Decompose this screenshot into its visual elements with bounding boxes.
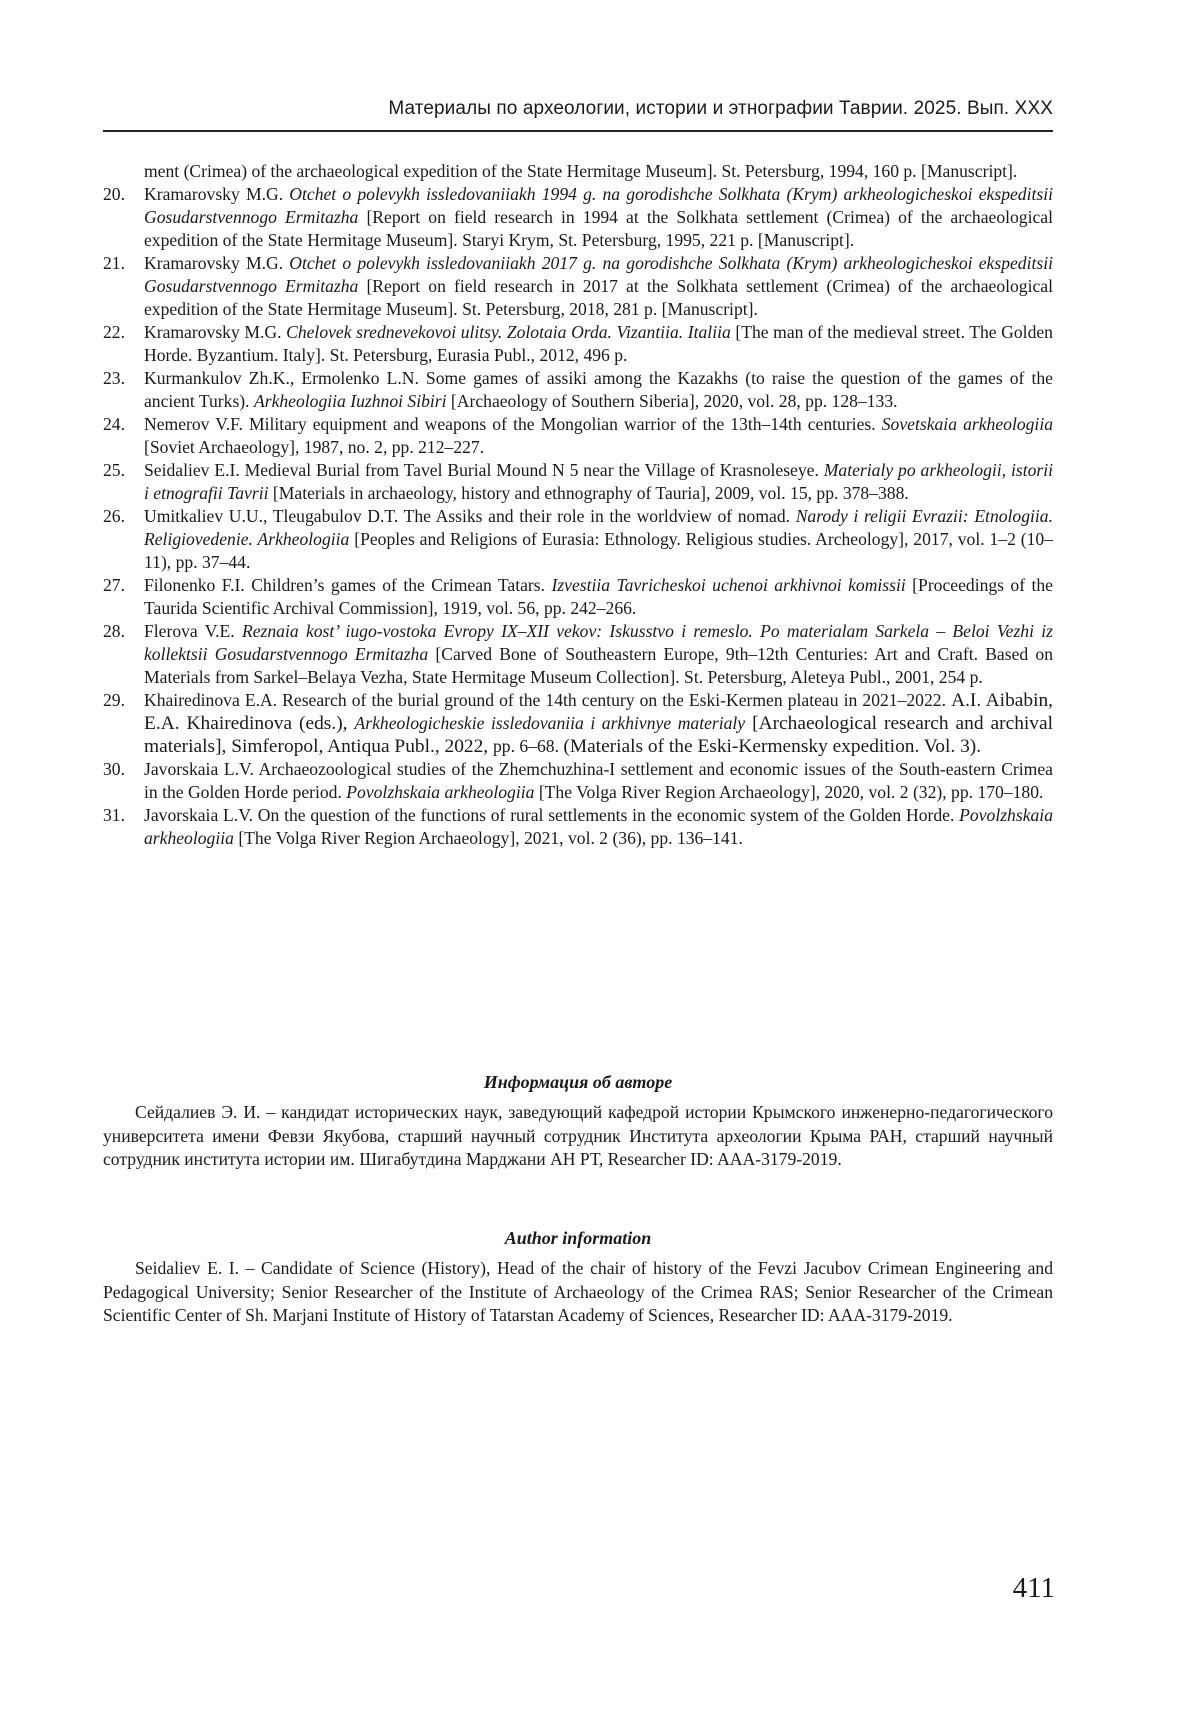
reference-text-segment: Kramarovsky M.G. bbox=[144, 184, 290, 204]
reference-item bbox=[103, 505, 1053, 574]
reference-text bbox=[144, 620, 1053, 689]
reference-item bbox=[103, 620, 1053, 689]
author-info-ru-text: Сейдалиев Э. И. – кандидат исторических наук, заведующий кафедрой истории Крымского инженерно-педагогического университета имени Февзи Якубова, старший научный сотрудник Института археологии Крыма РАН, старший научный сотрудник института истории им. Шигабутдина Марджани АН РТ, Researcher ID: AAA-3179-2019. bbox=[103, 1102, 1053, 1169]
reference-title-italic: Reznaia kost’ iugo-vostoka Evropy IX–XII vekov: Iskusstvo i remeslo. Po materialam Sarkela – Beloi Vezhi iz kollektsii Gosudarstvennogo Ermitazha bbox=[144, 621, 1054, 664]
reference-text-segment: Kurmankulov Zh.K., Ermolenko L.N. Some games of assiki among the Kazakhs (to raise the question of the games of the ancient Turks). bbox=[144, 368, 1053, 411]
reference-number: 25. bbox=[103, 460, 125, 480]
author-info-en-title: Author information bbox=[504, 1228, 652, 1248]
reference-title-italic: Materialy po arkheologii, istorii i etnografii Tavrii bbox=[144, 460, 1054, 503]
page-number: 411 bbox=[1012, 1572, 1055, 1604]
reference-item bbox=[103, 160, 1053, 183]
reference-item bbox=[103, 252, 1053, 321]
reference-item bbox=[103, 758, 1053, 804]
reference-number: 20. bbox=[103, 184, 125, 204]
reference-text-segment: Kramarovsky M.G. bbox=[144, 322, 287, 342]
reference-text-segment: [Materials in archaeology, history and ethnography of Tauria], 2009, vol. 15, pp. 378–388. bbox=[268, 483, 909, 503]
reference-text-segment: [The Volga River Region Archaeology], 2020, vol. 2 (32), pp. 170–180. bbox=[534, 782, 1044, 802]
reference-text-segment: [Peoples and Religions of Eurasia: Ethnology. Religious studies. Archeology], 2017, vol. 1–2 (10–11), pp. 37–44. bbox=[144, 529, 1053, 572]
reference-text bbox=[144, 413, 1053, 459]
reference-text-segment: A.I. Aibabin, E.A. Khairedinova (eds.), bbox=[144, 690, 1053, 734]
reference-number: 31. bbox=[103, 805, 125, 825]
reference-text-segment: [Proceedings of the Taurida Scientific Archival Commission], 1919, vol. 56, pp. 242–266. bbox=[144, 575, 1053, 618]
journal-running-header: Материалы по археологии, истории и этнографии Таврии. 2025. Вып. XXX bbox=[388, 98, 1053, 119]
reference-text-segment: [Report on field research in 2017 at the Solkhata settlement (Crimea) of the archaeological expedition of the State Hermitage Museum]. St. Petersburg, 2018, 281 p. [Manuscript]. bbox=[144, 276, 1053, 319]
reference-text-segment: ment (Crimea) of the archaeological expedition of the State Hermitage Museum]. St. Petersburg, 1994, 160 p. [Manuscript]. bbox=[144, 161, 1018, 181]
reference-text bbox=[144, 758, 1053, 804]
reference-number: 26. bbox=[103, 506, 125, 526]
reference-item bbox=[103, 689, 1053, 758]
reference-number: 27. bbox=[103, 575, 125, 595]
reference-text-segment: Nemerov V.F. Military equipment and weapons of the Mongolian warrior of the 13th–14th centuries. bbox=[144, 414, 882, 434]
reference-text-segment: Khairedinova E.A. Research of the burial ground of the 14th century on the Eski-Kermen plateau in 2021–2022. bbox=[144, 690, 952, 710]
reference-text bbox=[144, 459, 1053, 505]
reference-text-segment: pp. 6–68. bbox=[493, 736, 564, 756]
reference-text-segment: [Soviet Archaeology], 1987, no. 2, pp. 212–227. bbox=[144, 437, 485, 457]
reference-title-italic: Narody i religii Evrazii: Etnologiia. Religiovedenie. Arkheologiia bbox=[144, 506, 1053, 549]
reference-text-segment: Javorskaia L.V. On the question of the functions of rural settlements in the economic system of the Golden Horde. bbox=[144, 805, 960, 825]
reference-item bbox=[103, 804, 1053, 850]
reference-number: 28. bbox=[103, 621, 125, 641]
reference-text-segment: (Materials of the Eski-Kermensky expedition. Vol. 3). bbox=[563, 736, 982, 757]
reference-title-italic: Arkheologiia Iuzhnoi Sibiri bbox=[253, 391, 447, 411]
reference-text-segment: Seidaliev E.I. Medieval Burial from Tavel Burial Mound N 5 near the Village of Krasnoleseye. bbox=[144, 460, 824, 480]
reference-list bbox=[103, 160, 1053, 850]
reference-text-segment: Kramarovsky M.G. bbox=[144, 253, 290, 273]
reference-item bbox=[103, 183, 1053, 252]
reference-number: 29. bbox=[103, 690, 125, 710]
reference-text-segment: Umitkaliev U.U., Tleugabulov D.T. The Assiks and their role in the worldview of nomad. bbox=[144, 506, 796, 526]
reference-title-italic: Otchet o polevykh issledovaniiakh 1994 g. na gorodishche Solkhata (Krym) arkheologicheskoi ekspeditsii Gosudarstvennogo Ermitazha bbox=[144, 184, 1053, 227]
reference-text bbox=[144, 183, 1053, 252]
reference-text-segment: [Archaeology of Southern Siberia], 2020, vol. 28, pp. 128–133. bbox=[446, 391, 898, 411]
reference-text-segment: [Report on field research in 1994 at the Solkhata settlement (Crimea) of the archaeological expedition of the State Hermitage Museum]. Staryi Krym, St. Petersburg, 1995, 221 p. [Manuscript]. bbox=[144, 207, 1053, 250]
reference-text-segment: Javorskaia L.V. Archaeozoological studies of the Zhemchuzhina-I settlement and economic issues of the South-eastern Crimea in the Golden Horde period. bbox=[144, 759, 1053, 802]
reference-title-italic: Izvestiia Tavricheskoi uchenoi arkhivnoi komissii bbox=[551, 575, 906, 595]
reference-text-segment: Flerova V.E. bbox=[144, 621, 242, 641]
author-info-en-text: Seidaliev E. I. – Candidate of Science (History), Head of the chair of history of the Fevzi Jacubov Crimean Engineering and Pedagogical University; Senior Researcher of the Institute of Archaeology of the Crimea RAS; Senior Researcher of the Crimean Scientific Center of Sh. Marjani Institute of History of Tatarstan Academy of Sciences, Researcher ID: AAA-3179-2019. bbox=[103, 1258, 1053, 1325]
reference-text-segment: [The man of the medieval street. The Golden Horde. Byzantium. Italy]. St. Petersburg, Eurasia Publ., 2012, 496 p. bbox=[144, 322, 1053, 365]
author-info-ru-title: Информация об авторе bbox=[483, 1072, 673, 1092]
reference-number: 23. bbox=[103, 368, 125, 388]
reference-number: 21. bbox=[103, 253, 125, 273]
reference-item bbox=[103, 321, 1053, 367]
reference-item bbox=[103, 459, 1053, 505]
reference-title-italic: Otchet o polevykh issledovaniiakh 2017 g. na gorodishche Solkhata (Krym) arkheologicheskoi ekspeditsii Gosudarstvennogo Ermitazha bbox=[144, 253, 1053, 296]
reference-text bbox=[144, 804, 1053, 850]
reference-text-segment: [Carved Bone of Southeastern Europe, 9th–12th Centuries: Art and Craft. Based on Materials from Sarkel–Belaya Vezha, State Hermitage Museum Collection]. St. Petersburg, Aleteya Publ., 2001, 254 p. bbox=[144, 644, 1053, 687]
reference-text bbox=[144, 505, 1053, 574]
reference-item bbox=[103, 574, 1053, 620]
reference-text bbox=[144, 689, 1053, 758]
reference-text-segment: [Archaeological research and archival materials], Simferopol, Antiqua Publ., 2022, bbox=[144, 713, 1053, 757]
reference-title-italic: Sovetskaia arkheologiia bbox=[881, 414, 1054, 434]
reference-text-segment: Filonenko F.I. Children’s games of the Crimean Tatars. bbox=[144, 575, 552, 595]
reference-number: 24. bbox=[103, 414, 125, 434]
reference-title-italic: Povolzhskaia arkheologiia bbox=[346, 782, 535, 802]
reference-number: 30. bbox=[103, 759, 125, 779]
reference-text-segment: [The Volga River Region Archaeology], 2021, vol. 2 (36), pp. 136–141. bbox=[233, 828, 743, 848]
reference-text bbox=[144, 321, 1053, 367]
reference-title-italic: Arkheologicheskie issledovaniia i arkhivnye materialy bbox=[354, 713, 746, 733]
reference-text bbox=[144, 252, 1053, 321]
reference-item bbox=[103, 413, 1053, 459]
reference-number: 22. bbox=[103, 322, 125, 342]
reference-item bbox=[103, 367, 1053, 413]
header-rule bbox=[103, 130, 1053, 132]
reference-title-italic: Povolzhskaia arkheologiia bbox=[144, 805, 1053, 848]
reference-text bbox=[144, 574, 1053, 620]
reference-title-italic: Chelovek srednevekovoi ulitsy. Zolotaia Orda. Vizantiia. Italiia bbox=[286, 322, 731, 342]
reference-text bbox=[144, 160, 1053, 183]
reference-text bbox=[144, 367, 1053, 413]
